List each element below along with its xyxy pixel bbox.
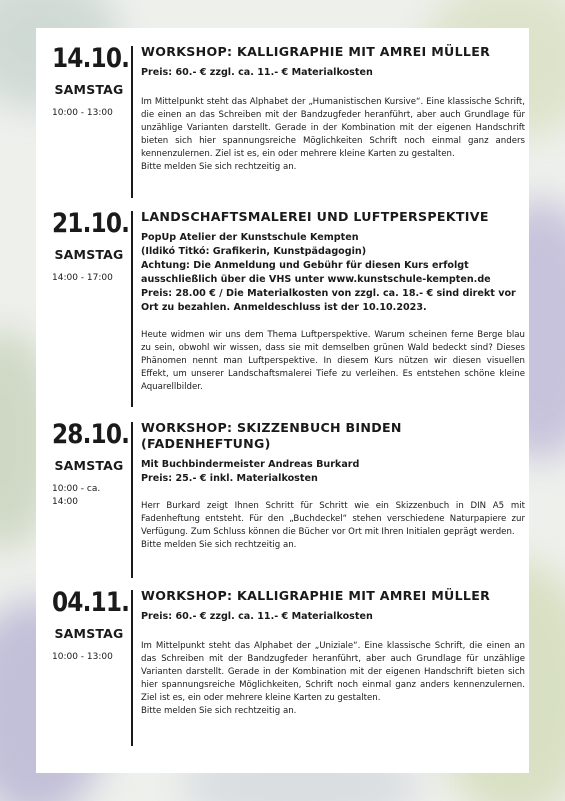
event-registration-notice: Achtung: Die Anmeldung und Gebühr für diesen Kurs erfolgt ausschließlich über die VHS unter www.kunstschule-kempten.de — [141, 260, 491, 285]
event-time: 10:00 - ca. 14:00 — [52, 484, 101, 507]
event-content — [141, 209, 525, 394]
event-title: LANDSCHAFTSMALEREI UND LUFTPERSPEKTIVE — [141, 209, 489, 224]
event-date-block — [52, 43, 130, 120]
event-date-block — [52, 587, 130, 664]
event-price: Preis: 28.00 € / Die Materialkosten von zzgl. ca. 18.- € sind direkt vor Ort zu bezahlen. Anmeldeschluss ist der 10.10.2023. — [141, 288, 516, 313]
event-2 — [52, 208, 525, 409]
event-title: WORKSHOP: KALLIGRAPHIE MIT AMREI MÜLLER — [141, 44, 491, 59]
event-content — [141, 588, 525, 718]
event-description: Im Mittelpunkt steht das Alphabet der „Humanistischen Kursive“. Eine klassische Schrift, die einen an das Schreiben mit der Bandzugfeder heranführt, aber auch Grundlage für unzählige Varianten darstellt. Gerade in der Kombination mit der eigenen Handschrift bieten sich hier spannungsreiche Möglichkeiten Schrift noch einmal ganz anders kennenzulernen. Ziel ist es, ein oder mehrere kleine Karten zu gestalten. — [141, 97, 525, 159]
event-note: Bitte melden Sie sich rechtzeitig an. — [141, 162, 297, 172]
event-1 — [52, 43, 525, 200]
event-day: SAMSTAG — [54, 458, 124, 473]
event-date: 04.11. — [52, 587, 130, 618]
event-description: Heute widmen wir uns dem Thema Luftperspektive. Warum scheinen ferne Berge blau zu sein, obwohl wir wissen, dass sie mit demselben grünen Wald bedeckt sind? Dieses Phänomen nennt man Luftperspektive. In diesem Kurs nützen wir diesen visuellen Effekt, um unserer Landschaftsmalerei Tiefe zu verleihen. Es entstehen schöne kleine Aquarellbilder. — [141, 330, 525, 392]
event-description: Herr Burkard zeigt Ihnen Schritt für Schritt wie ein Skizzenbuch in DIN A5 mit Fadenheftung entsteht. Für den „Buchdeckel“ stehen verschiedene Naturpapiere zur Verfügung. Zum Schluss können die Bücher vor Ort mit Ihren Initialen geprägt werden. — [141, 501, 525, 537]
event-content — [141, 44, 525, 174]
event-time: 14:00 - 17:00 — [52, 273, 113, 283]
event-title: WORKSHOP: SKIZZENBUCH BINDEN (FADENHEFTUNG) — [141, 420, 402, 451]
event-description: Im Mittelpunkt steht das Alphabet der „Uniziale“. Eine klassische Schrift, die einen an das Schreiben mit der Bandzugfeder heranführt, aber auch Grundlage für unzählige Varianten darstellt. Gerade in der Kombination mit der eigenen Handschrift bieten sich hier spannungsreiche Möglichkeiten, Schrift noch einmal ganz anders kennenzulernen. Ziel ist es, ein oder mehrere kleine Karten zu gestalten. — [141, 641, 525, 703]
event-day: SAMSTAG — [54, 626, 124, 641]
event-date-block — [52, 419, 130, 509]
event-title: WORKSHOP: KALLIGRAPHIE MIT AMREI MÜLLER — [141, 588, 491, 603]
event-date: 21.10. — [52, 208, 130, 239]
event-price: Preis: 60.- € zzgl. ca. 11.- € Materialkosten — [141, 67, 373, 78]
vertical-divider — [131, 422, 133, 578]
event-time: 10:00 - 13:00 — [52, 108, 113, 118]
event-content — [141, 420, 525, 552]
event-note: Bitte melden Sie sich rechtzeitig an. — [141, 706, 297, 716]
vertical-divider — [131, 46, 133, 198]
event-day: SAMSTAG — [54, 82, 124, 97]
event-3 — [52, 419, 525, 580]
event-date-block — [52, 208, 130, 285]
vertical-divider — [131, 211, 133, 407]
event-instructor: Mit Buchbindermeister Andreas Burkard — [141, 459, 360, 470]
event-4 — [52, 587, 525, 748]
event-day: SAMSTAG — [54, 247, 124, 262]
vertical-divider — [131, 590, 133, 746]
event-note: Bitte melden Sie sich rechtzeitig an. — [141, 540, 297, 550]
event-price: Preis: 25.- € inkl. Materialkosten — [141, 473, 318, 484]
event-organizer: PopUp Atelier der Kunstschule Kempten — [141, 232, 359, 243]
event-price: Preis: 60.- € zzgl. ca. 11.- € Materialkosten — [141, 611, 373, 622]
event-instructor: (Ildikó Titkó: Grafikerin, Kunstpädagogin) — [141, 246, 367, 257]
event-date: 28.10. — [52, 419, 130, 450]
event-time: 10:00 - 13:00 — [52, 652, 113, 662]
event-date: 14.10. — [52, 43, 130, 74]
